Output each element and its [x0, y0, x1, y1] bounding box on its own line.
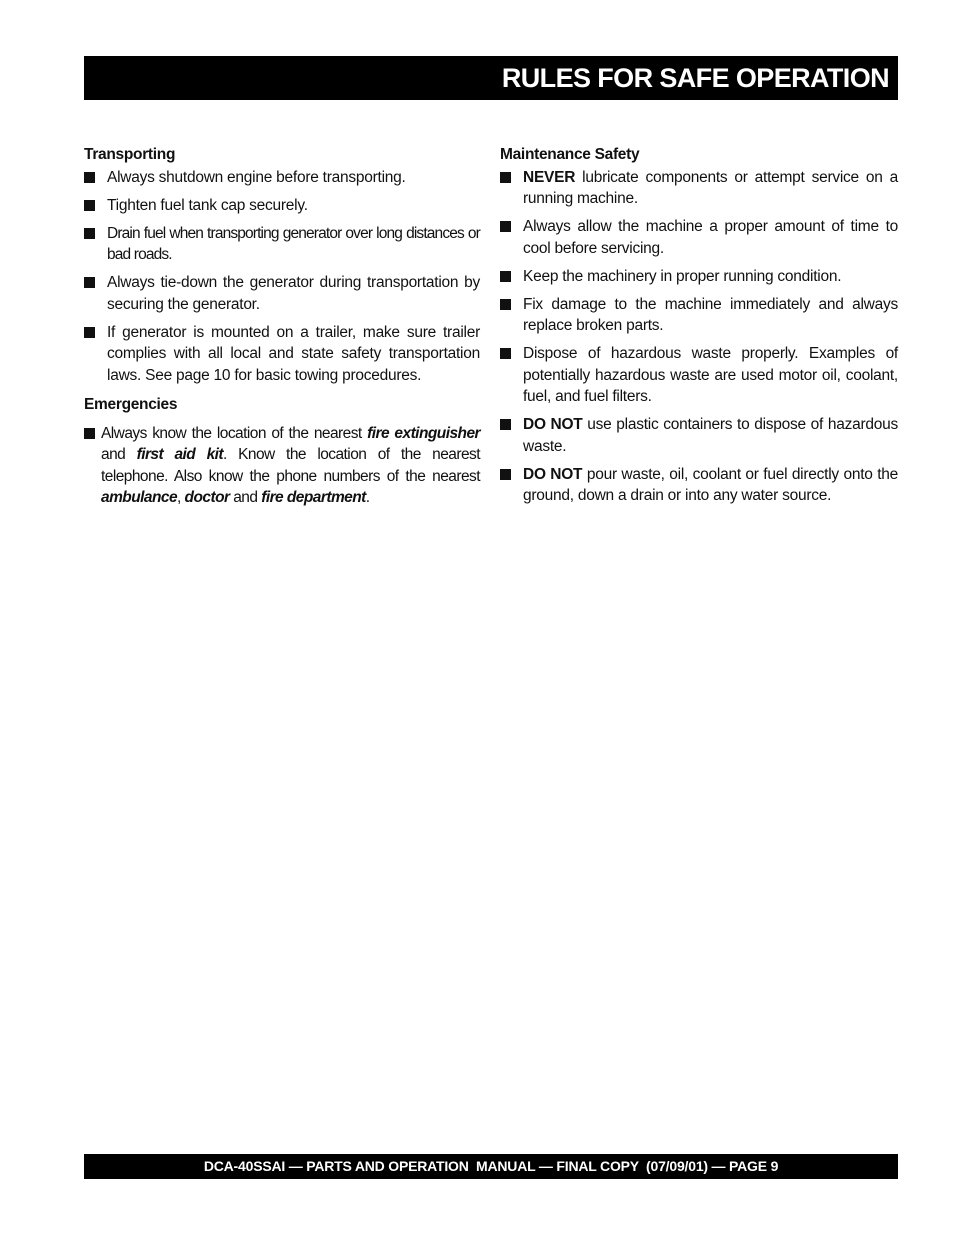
footer-text: DCA-40SSAI — PARTS AND OPERATION MANUAL — FINAL COPY (07/09/01) — PAGE 9 [203, 1158, 779, 1174]
emergency-text: and [229, 489, 262, 506]
emergency-text: . [365, 489, 370, 506]
emergency-text: . Know the location of the nearest telephone. Also know the phone numbers of the nearest [101, 446, 480, 485]
list-item: Always tie-down the generator during transportation by securing the generator. [84, 272, 480, 315]
doctor-term: doctor [184, 489, 230, 506]
emergencies-list [84, 423, 480, 509]
left-column [84, 144, 480, 515]
item-text: use plastic containers to dispose of hazardous waste. [523, 416, 898, 455]
maintenance-list [500, 167, 898, 507]
list-item [500, 414, 898, 457]
list-item [500, 294, 898, 337]
first-aid-kit-term: first aid kit [136, 446, 224, 463]
page-title: RULES FOR SAFE OPERATION [501, 63, 889, 93]
section-heading-transporting: Transporting [84, 146, 176, 163]
fire-extinguisher-term: fire extinguisher [367, 424, 480, 442]
list-item: Tighten fuel tank cap securely. [84, 195, 480, 217]
list-item: Always shutdown engine before transporting. [84, 167, 480, 189]
item-text: Dispose of hazardous waste properly. Examples of potentially hazardous waste are used motor oil, coolant, fuel, and fuel filters. [523, 345, 898, 405]
emphasis-keyword: NEVER [523, 168, 576, 186]
ambulance-term: ambulance [101, 489, 178, 506]
list-item: If generator is mounted on a trailer, make sure trailer complies with all local and state safety transportation laws. See page 10 for basic towing procedures. [84, 322, 480, 387]
section-heading-emergencies: Emergencies [84, 396, 178, 413]
list-item [500, 464, 898, 507]
emergency-text: , [177, 489, 185, 506]
emergency-text: Always know the location of the nearest [101, 424, 368, 442]
list-item [500, 216, 898, 259]
page-footer-bar [84, 1154, 898, 1179]
list-item [500, 343, 898, 408]
list-item [84, 423, 480, 509]
item-text: lubricate components or attempt service on a running machine. [523, 168, 898, 207]
emphasis-keyword: DO NOT [523, 416, 583, 433]
list-item [500, 266, 898, 288]
item-text: pour waste, oil, coolant or fuel directly onto the ground, down a drain or into any water source. [523, 465, 898, 504]
item-text: Always allow the machine a proper amount of time to cool before servicing. [523, 218, 898, 257]
item-text: Fix damage to the machine immediately and always replace broken parts. [523, 295, 898, 334]
fire-department-term: fire department [261, 489, 366, 506]
section-heading-maintenance: Maintenance Safety [500, 146, 640, 163]
transporting-list [84, 167, 480, 387]
emergency-text: and [101, 446, 137, 463]
list-item: Drain fuel when transporting generator over long distances or bad roads. [84, 223, 480, 266]
emphasis-keyword: DO NOT [523, 465, 583, 483]
right-column [500, 144, 898, 513]
page-header-bar [84, 56, 898, 100]
item-text: Keep the machinery in proper running condition. [523, 267, 842, 285]
list-item [500, 167, 898, 210]
